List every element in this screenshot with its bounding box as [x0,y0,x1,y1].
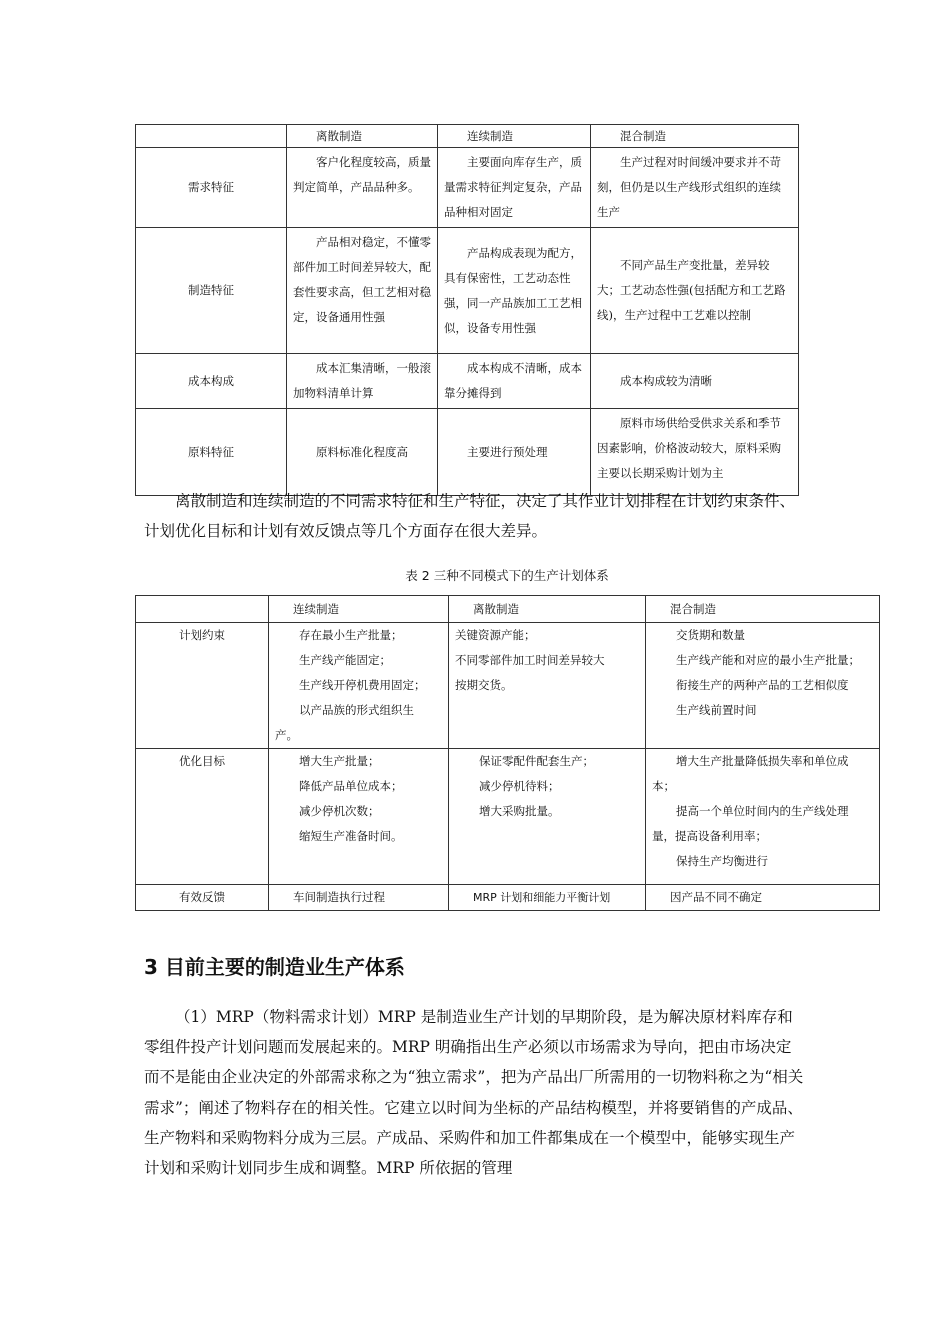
cell-line: 增大采购批量。 [479,804,560,818]
table-cell: MRP 计划和细能力平衡计划 [449,885,646,911]
cell-line: 保证零配件配套生产； [479,754,594,768]
section-heading: 3 目前主要的制造业生产体系 [144,955,405,979]
table-row [136,623,880,749]
table-header-row [136,596,880,623]
table-cell: 生产过程对时间缓冲要求并不苛刻，但仍是以生产线形式组织的连续生产 [591,148,799,228]
cell-line: 提高一个单位时间内的生产线处理 [676,804,849,818]
cell-line: 生产线产能和对应的最小生产批量； [676,653,860,667]
table-cell: 客户化程度较高，质量判定简单，产品品种多。 [287,148,438,228]
table-cell: 主要进行预处理 [438,409,591,496]
row-label: 有效反馈 [136,885,269,911]
header-cell: 连续制造 [438,125,591,148]
table-cell [646,623,880,749]
header-cell: 连续制造 [269,596,449,623]
cell-line: 以产品族的形式组织生 [299,703,414,717]
table-header-row [136,125,799,148]
cell-line: 增大生产批量； [299,754,380,768]
cell-line: 减少停机次数； [299,804,380,818]
cell-line: 减少停机待料； [479,779,560,793]
table-cell [449,623,646,749]
table-cell: 不同产品生产变批量，差异较大；工艺动态性强(包括配方和工艺路线)，生产过程中工艺难以控制 [591,228,799,354]
header-cell: 离散制造 [287,125,438,148]
cell-line: 本； [652,779,675,793]
row-label: 原料特征 [136,409,287,496]
cell-line: 产。 [275,728,298,742]
table-cell: 成本汇集清晰，一般滚加物料清单计算 [287,354,438,409]
cell-line: 量，提高设备利用率； [652,829,767,843]
cell-line: 生产线开停机费用固定； [299,678,426,692]
table-cell: 原料标准化程度高 [287,409,438,496]
header-cell: 离散制造 [449,596,646,623]
cell-line: 关键资源产能； [455,628,536,642]
planning-table-2 [135,595,880,911]
cell-line: 降低产品单位成本； [299,779,403,793]
cell-line: 缩短生产准备时间。 [299,829,403,843]
cell-line: 增大生产批量降低损失率和单位成 [676,754,849,768]
row-label: 成本构成 [136,354,287,409]
cell-line: 存在最小生产批量； [299,628,403,642]
cell-line: 按期交货。 [455,678,513,692]
cell-line: 保持生产均衡进行 [676,854,768,868]
body-paragraph [144,486,804,546]
table-row [136,749,880,885]
row-label: 优化目标 [136,749,269,885]
cell-line: 生产线前置时间 [676,703,757,717]
row-label: 计划约束 [136,623,269,749]
table-cell: 产品构成表现为配方，具有保密性，工艺动态性强，同一产品族加工工艺相似，设备专用性强 [438,228,591,354]
table-cell: 车间制造执行过程 [269,885,449,911]
table-cell: 原料市场供给受供求关系和季节因素影响，价格波动较大，原料采购主要以长期采购计划为主 [591,409,799,496]
comparison-table-1 [135,124,799,496]
row-label: 制造特征 [136,228,287,354]
table-cell: 成本构成不清晰，成本靠分摊得到 [438,354,591,409]
cell-line: 生产线产能固定； [299,653,391,667]
paragraph-text: 离散制造和连续制造的不同需求特征和生产特征，决定了其作业计划排程在计划约束条件、计划优化目标和计划有效反馈点等几个方面存在很大差异。 [144,492,796,540]
header-cell: 混合制造 [646,596,880,623]
row-label: 需求特征 [136,148,287,228]
table-cell: 成本构成较为清晰 [591,354,799,409]
table-row [136,228,799,354]
cell-line: 衔接生产的两种产品的工艺相似度 [676,678,849,692]
table-row [136,354,799,409]
body-paragraph [144,1002,804,1183]
cell-line: 不同零部件加工时间差异较大 [455,653,605,667]
header-cell: 混合制造 [591,125,799,148]
paragraph-text: （1）MRP（物料需求计划）MRP 是制造业生产计划的早期阶段，是为解决原材料库存和零组件投产计划问题而发展起来的。MRP 明确指出生产必须以市场需求为导向，把由市场决定而不是能由企业决定的外部需求称之为“独立需求”，把为产品出厂所需用的一切物料称之为“相关需求”；阐述了物料存在的相关性。它建立以时间为坐标的产品结构模型，并将要销售的产成品、生产物料和采购物料分成为三层。产成品、采购件和加工件都集成在一个模型中，能够实现生产计划和采购计划同步生成和调整。MRP 所依据的管理 [144,1008,804,1178]
table-row [136,885,880,911]
table-cell: 主要面向库存生产，质量需求特征判定复杂，产品品种相对固定 [438,148,591,228]
table-cell [269,749,449,885]
table-cell [269,623,449,749]
table-cell: 产品相对稳定，不懂零部件加工时间差异较大，配套性要求高，但工艺相对稳定，设备通用性强 [287,228,438,354]
table-row [136,148,799,228]
table-cell: 因产品不同不确定 [646,885,880,911]
header-cell [136,125,287,148]
table-row [136,409,799,496]
table-cell [449,749,646,885]
header-cell [136,596,269,623]
table-cell [646,749,880,885]
table-caption: 表 2 三种不同模式下的生产计划体系 [405,568,609,583]
cell-line: 交货期和数量 [676,628,745,642]
